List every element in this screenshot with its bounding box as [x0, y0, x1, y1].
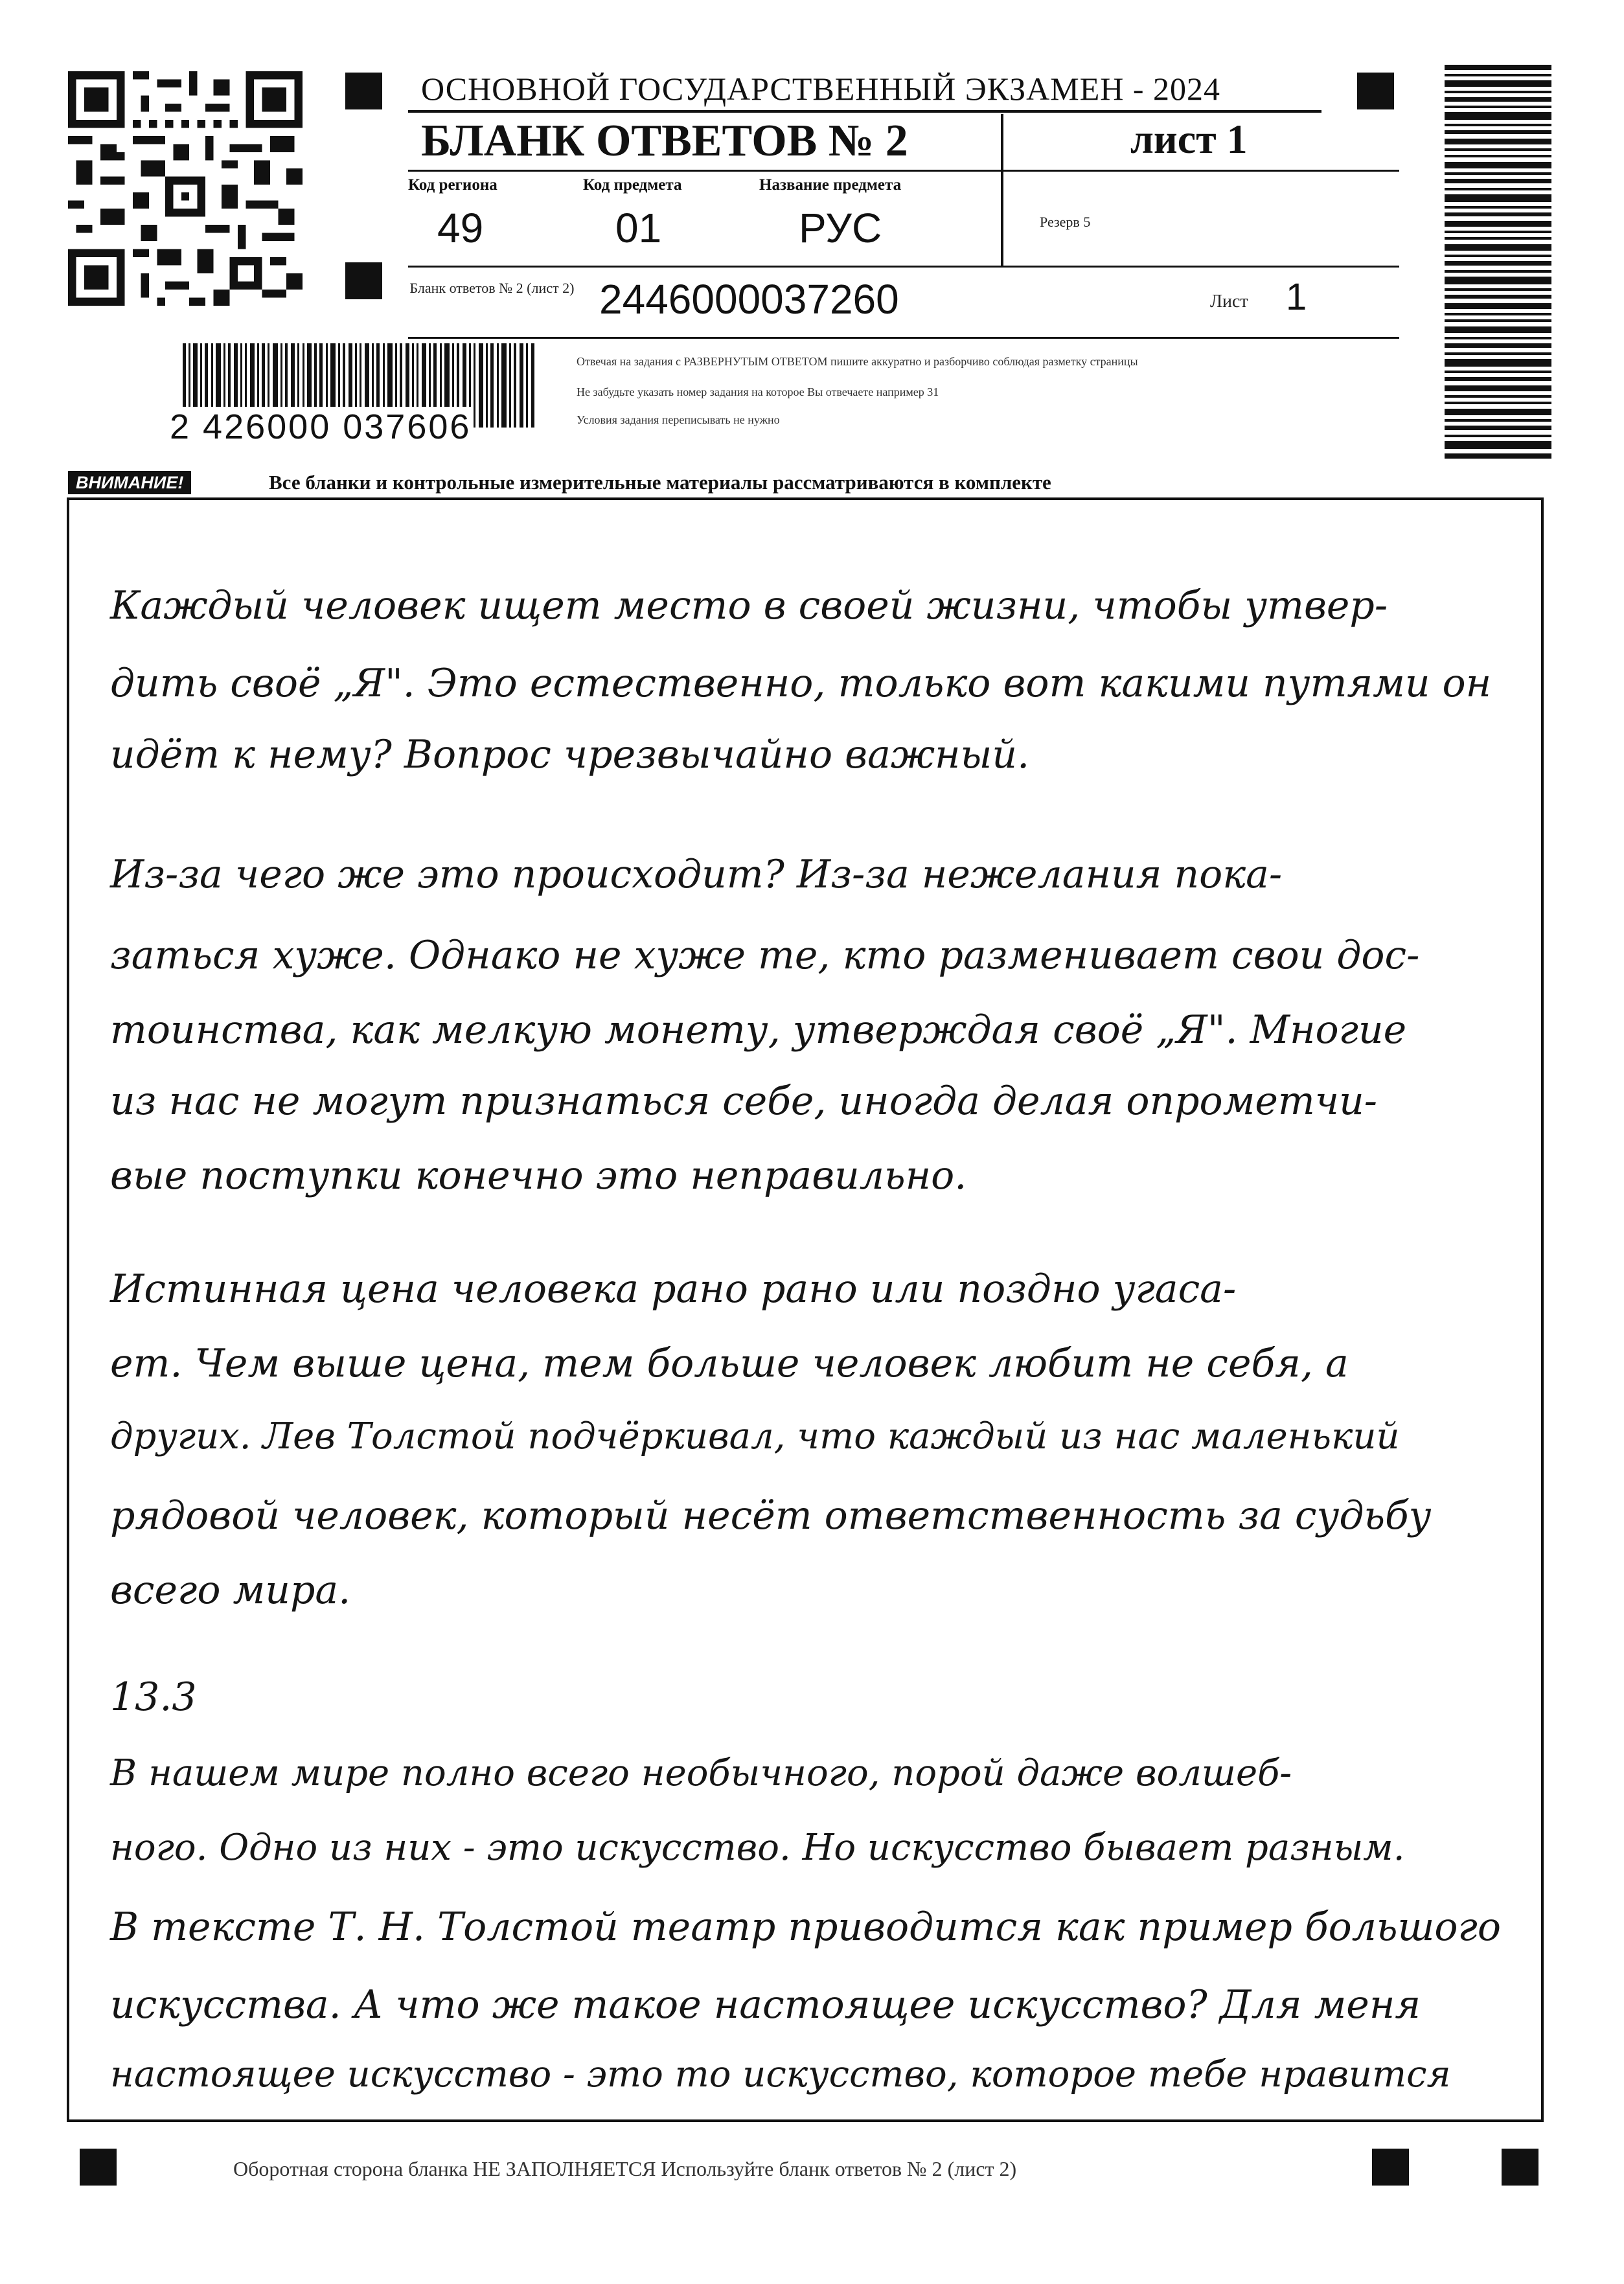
answer-line: тоинства, как мелкую монету, утверждая своё „Я". Многие: [110, 1007, 1407, 1053]
subject-name: РУС: [799, 205, 882, 251]
answer-line: искусства. А что же такое настоящее искусство? Для меня: [110, 1982, 1421, 2027]
subject-code: 01: [615, 205, 662, 251]
header-rule-1: [408, 170, 1399, 172]
answer-line: идёт к нему? Вопрос чрезвычайно важный.: [110, 732, 1030, 777]
answer-line: 13.3: [110, 1674, 197, 1720]
warning-text: Все бланки и контрольные измерительные материалы рассматриваются в комплекте: [269, 471, 1051, 494]
answer-line: Из-за чего же это происходит? Из-за нежелания пока-: [110, 852, 1283, 897]
registration-mark-bottom-mid: [1372, 2149, 1409, 2186]
registration-mark-top-left: [345, 73, 382, 109]
sheet-word: Лист: [1210, 291, 1248, 312]
answer-line: ет. Чем выше цена, тем больше человек любит не себя, а: [110, 1341, 1349, 1386]
title-rule: [408, 110, 1321, 113]
answer-line: всего мира.: [110, 1568, 351, 1613]
qr-code: [68, 71, 303, 306]
subject-name-label: Название предмета: [759, 176, 902, 194]
answer-line: рядовой человек, который несёт ответственность за судьбу: [110, 1493, 1432, 1538]
header-divider: [1001, 114, 1003, 267]
header-rule-2: [408, 266, 1399, 268]
registration-mark-bottom-right: [1502, 2149, 1538, 2186]
footer-note: Оборотная сторона бланка НЕ ЗАПОЛНЯЕТСЯ Используйте бланк ответов № 2 (лист 2): [233, 2157, 1017, 2180]
exam-title: ОСНОВНОЙ ГОСУДАРСТВЕННЫЙ ЭКЗАМЕН - 2024: [421, 71, 1220, 107]
answer-line: из нас не могут признаться себе, иногда делая опрометчи-: [110, 1079, 1378, 1124]
answer-line: заться хуже. Однако не хуже те, кто разменивает свои дос-: [110, 933, 1420, 978]
form-number: 2446000037260: [599, 276, 899, 323]
form-name: БЛАНК ОТВЕТОВ № 2: [421, 116, 908, 166]
next-sheet-label: Бланк ответов № 2 (лист 2): [409, 280, 575, 296]
header-rule-3: [408, 337, 1399, 339]
answer-line: Истинная цена человека рано рано или поздно угаса-: [110, 1266, 1237, 1312]
sheet-label: лист 1: [1130, 116, 1248, 162]
sheet-number: 1: [1286, 276, 1307, 318]
region-code: 49: [437, 205, 484, 251]
registration-mark-mid-left: [345, 262, 382, 299]
region-code-label: Код региона: [408, 176, 497, 194]
answer-line: В тексте Т. Н. Толстой театр приводится как пример большого: [110, 1904, 1501, 1950]
answer-line: вые поступки конечно это неправильно.: [110, 1153, 967, 1198]
answer-line: Каждый человек ищет место в своей жизни, чтобы утвер-: [110, 583, 1388, 628]
answer-line: настоящее искусство - это то искусство, которое тебе нравится: [110, 2053, 1451, 2096]
reserve-label: Резерв 5: [1040, 214, 1091, 230]
registration-mark-bottom-left: [80, 2149, 117, 2186]
instruction-line: Условия задания переписывать не нужно: [577, 413, 780, 426]
barcode-digits: 2 426000 037606: [170, 407, 472, 446]
answer-line: дить своё „Я". Это естественно, только вот какими путями он: [110, 661, 1492, 706]
answer-line: В нашем мире полно всего необычного, порой даже волшеб-: [110, 1752, 1292, 1794]
answer-line: ного. Одно из них - это искусство. Но искусство бывает разным.: [110, 1827, 1405, 1869]
registration-mark-top-right: [1357, 73, 1394, 109]
answer-line: других. Лев Толстой подчёркивал, что каждый из нас маленький: [110, 1415, 1400, 1457]
instruction-line: Не забудьте указать номер задания на которое Вы отвечаете например 31: [577, 385, 939, 398]
warning-badge: ВНИМАНИЕ!: [68, 471, 191, 494]
subject-code-label: Код предмета: [583, 176, 682, 194]
instruction-line: Отвечая на задания с РАЗВЕРНУТЫМ ОТВЕТОМ пишите аккуратно и разборчиво соблюдая разметку страницы: [577, 355, 1138, 368]
side-barcode: [1445, 65, 1551, 460]
